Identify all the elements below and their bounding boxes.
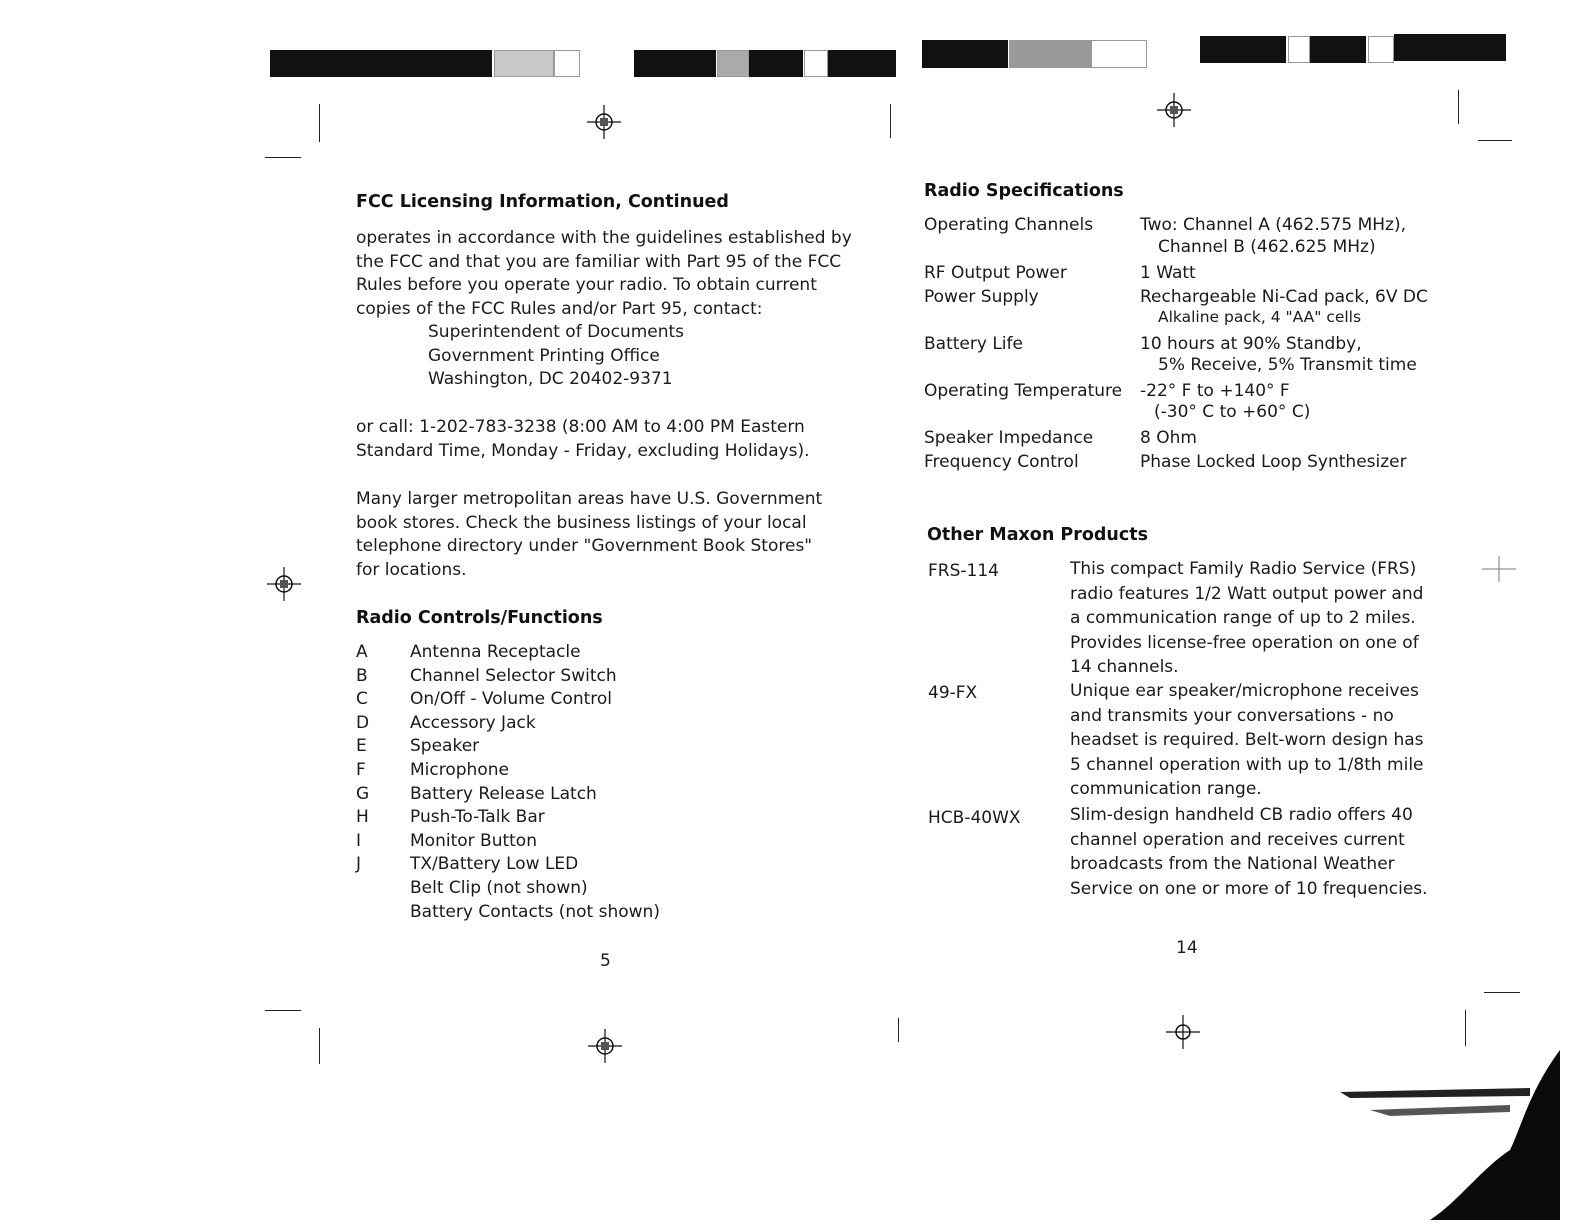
print-color-bar-3-light [1009,40,1091,68]
crop-line [319,104,320,142]
registration-mark-icon [588,1029,622,1063]
address-line: Superintendent of Documents [428,322,685,342]
control-letter: J [356,854,362,875]
text-line: the FCC and that you are familiar with Part 95 of the FCC [356,251,842,272]
spec-value: (-30° C to +60° C) [1154,402,1311,422]
crop-line [1465,1010,1466,1046]
address-line: Government Printing Office [428,345,660,366]
spec-label: Operating Temperature [924,381,1123,401]
crop-line [1458,90,1459,124]
print-color-bar-1-light [494,50,554,77]
crop-line [265,1010,301,1011]
text-line: This compact Family Radio Service (FRS) [1070,559,1417,579]
control-label: Speaker [410,736,480,757]
crop-line [890,104,891,138]
control-letter: C [356,689,368,710]
controls-list [356,642,756,932]
text-line: Rules before you operate your radio. To obtain current [356,275,817,295]
text-line: telephone directory under "Government Book Stores" [356,536,813,556]
text-line: channel operation and receives current [1070,829,1405,850]
control-label: On/Off - Volume Control [410,689,612,710]
control-label: TX/Battery Low LED [410,854,579,875]
print-color-bar-1-end [554,50,580,77]
text-line: broadcasts from the National Weather [1070,854,1395,874]
crop-line [1478,140,1512,141]
spec-value: -22° F to +140° F [1140,381,1290,401]
crop-line [898,1018,899,1042]
spec-value: Phase Locked Loop Synthesizer [1140,452,1407,472]
product-description [1070,803,1428,901]
text-line: Unique ear speaker/microphone receives [1070,681,1419,701]
control-label: Monitor Button [410,830,537,851]
spec-value: Two: Channel A (462.575 MHz), [1140,215,1406,235]
text-line: Standard Time, Monday - Friday, excluding Holidays). [356,440,810,461]
control-letter: H [356,807,369,828]
control-label: Belt Clip (not shown) [410,878,588,898]
crop-line [265,157,301,158]
control-label: Microphone [410,760,509,780]
text-line: operates in accordance with the guidelines established by [356,228,852,248]
text-line: 14 channels. [1070,657,1179,677]
control-letter: A [356,642,368,662]
registration-mark-icon [267,567,301,601]
spec-value: 10 hours at 90% Standby, [1140,334,1362,354]
product-name: HCB-40WX [928,808,1021,828]
fcc-paragraph-2 [356,416,810,463]
specs-table [924,215,1484,480]
text-line: a communication range of up to 2 miles. [1070,608,1416,628]
products-list [928,557,1488,902]
print-color-bar-4 [1200,36,1286,63]
print-color-bar-2b [749,50,803,77]
spec-label: Frequency Control [924,452,1079,472]
registration-mark-icon [1166,1015,1200,1049]
text-line: radio features 1/2 Watt output power and [1070,583,1424,604]
text-line: Service on one or more of 10 frequencies. [1070,878,1428,899]
specs-section-title: Radio Specifications [924,181,1124,201]
control-letter: B [356,665,368,686]
control-label: Antenna Receptacle [410,642,581,662]
spec-value: 8 Ohm [1140,428,1197,448]
spec-value: 1 Watt [1140,263,1196,283]
spec-label: Operating Channels [924,215,1094,235]
crop-line [319,1028,320,1064]
scan-smudge [1310,1050,1560,1220]
spec-value: 5% Receive, 5% Transmit time [1158,355,1417,375]
print-color-bar-4c [1394,34,1506,61]
print-color-bar-4b [1310,36,1366,63]
control-label: Battery Release Latch [410,783,597,804]
spec-label: RF Output Power [924,263,1067,283]
address-line: Washington, DC 20402-9371 [428,369,673,389]
control-letter: D [356,712,370,733]
text-line: Slim-design handheld CB radio offers 40 [1070,805,1413,825]
control-letter: I [356,830,362,851]
fcc-section-title: FCC Licensing Information, Continued [356,192,729,212]
spec-label: Speaker Impedance [924,428,1094,448]
text-line: and transmits your conversations - no [1070,705,1394,726]
text-line: 5 channel operation with up to 1/8th mile [1070,754,1424,775]
print-color-bar-1 [270,50,492,77]
spec-value: Channel B (462.625 MHz) [1158,237,1376,257]
text-line: Provides license-free operation on one of [1070,632,1419,653]
text-line: copies of the FCC Rules and/or Part 95, contact: [356,298,763,319]
print-color-bar-4-white [1288,36,1310,63]
print-color-bar-2 [634,50,716,77]
control-label: Channel Selector Switch [410,665,617,686]
spec-value: Alkaline pack, 4 "AA" cells [1158,308,1362,326]
text-line: communication range. [1070,779,1262,799]
print-color-bar-3 [922,40,1008,68]
page-number-right: 14 [1176,938,1198,958]
product-name: 49-FX [928,683,978,703]
text-line: Many larger metropolitan areas have U.S. Government [356,489,823,509]
control-letter: F [356,760,366,780]
crop-line [1484,992,1520,993]
text-line: book stores. Check the business listings of your local [356,512,807,533]
spec-value: Rechargeable Ni-Cad pack, 6V DC [1140,287,1428,307]
print-color-bar-2-light [717,50,749,77]
product-description [1070,679,1424,802]
products-section-title: Other Maxon Products [927,525,1148,545]
print-color-bar-4-white2 [1368,36,1394,63]
spec-label: Battery Life [924,334,1023,354]
print-color-bar-2-white [804,50,828,77]
text-line: or call: 1-202-783-3238 (8:00 AM to 4:00 PM Eastern [356,417,805,437]
product-name: FRS-114 [928,561,999,581]
control-label: Push-To-Talk Bar [410,807,545,828]
text-line: headset is required. Belt-worn design has [1070,730,1424,750]
registration-mark-icon [587,105,621,139]
controls-section-title: Radio Controls/Functions [356,608,603,628]
control-letter: G [356,783,370,804]
print-color-bar-3-white [1091,40,1147,68]
product-description [1070,557,1423,680]
control-letter: E [356,736,367,757]
control-label: Battery Contacts (not shown) [410,901,660,922]
registration-mark-icon [1157,93,1191,127]
page-number-left: 5 [600,951,611,971]
text-line: for locations. [356,559,467,580]
print-color-bar-2c [828,50,896,77]
control-label: Accessory Jack [410,712,536,733]
spec-label: Power Supply [924,287,1039,307]
fcc-paragraph-1 [356,227,852,392]
fcc-paragraph-3 [356,488,822,582]
